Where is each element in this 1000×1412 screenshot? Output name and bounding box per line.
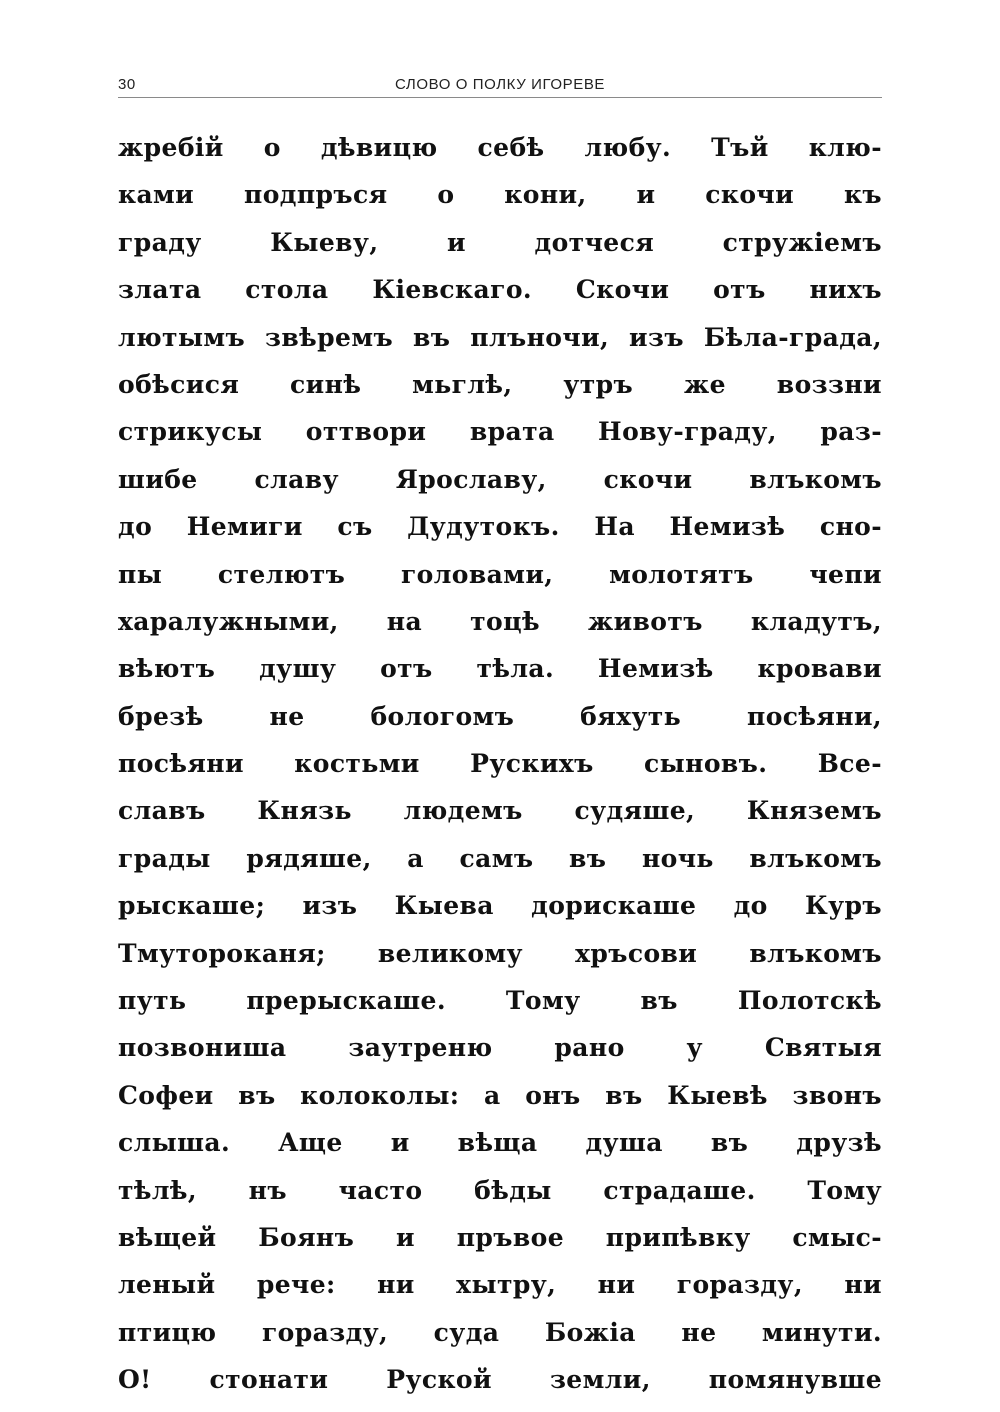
text-line: позвониша заутреню рано у Святыя — [118, 1033, 882, 1063]
text-line: Софеи въ колоколы: а онъ въ Кыевѣ звонъ — [118, 1080, 882, 1110]
text-line: вѣютъ душу отъ тѣла. Немизѣ кровави — [118, 654, 882, 684]
text-line: обѣсися синѣ мьглѣ, утръ же воззни — [118, 369, 882, 399]
text-line: посѣяни костьми Рускихъ сыновъ. Все- — [118, 749, 882, 779]
page-number: 30 — [118, 76, 136, 93]
text-line: до Немиги съ Дудутокъ. На Немизѣ сно- — [118, 512, 882, 542]
text-line: шибе славу Ярославу, скочи влъкомъ — [118, 464, 882, 494]
text-line: ками подпръся о кони, и скочи къ — [118, 180, 882, 210]
text-line: граду Кыеву, и дотчеся стружіемъ — [118, 227, 882, 257]
text-line: вѣщей Боянъ и пръвое припѣвку смыс- — [118, 1222, 882, 1252]
text-line: пы стелютъ головами, молотятъ чепи — [118, 559, 882, 589]
text-line: рыскаше; изъ Кыева дорискаше до Куръ — [118, 891, 882, 921]
text-line: Тмутороканя; великому хръсови влъкомъ — [118, 938, 882, 968]
text-line: брезѣ не бологомъ бяхуть посѣяни, — [118, 701, 882, 731]
text-line: леный рече: ни хытру, ни горазду, ни — [118, 1270, 882, 1300]
text-line: слыша. Аще и вѣща душа въ друзѣ — [118, 1128, 882, 1158]
text-line: жребій о дѣвицю себѣ любу. Тъй клю- — [118, 133, 882, 162]
running-head — [118, 74, 882, 98]
text-line: О! стонати Руской земли, помянувше — [118, 1365, 882, 1395]
text-line: стрикусы оттвори врата Нову-граду, раз- — [118, 417, 882, 447]
text-line: злата стола Кіевскаго. Скочи отъ нихъ — [118, 275, 882, 305]
text-line: грады рядяше, а самъ въ ночь влъкомъ — [118, 843, 882, 873]
header-rule — [118, 97, 882, 98]
text-line: харалужными, на тоцѣ животъ кладутъ, — [118, 606, 882, 636]
book-title: СЛОВО О ПОЛКУ ИГОРЕВЕ — [394, 76, 606, 93]
text-line: тѣлѣ, нъ часто бѣды страдаше. Тому — [118, 1175, 882, 1205]
text-line: птицю горазду, суда Божіа не минути. — [118, 1317, 882, 1347]
text-line: путь прерыскаше. Тому въ Полотскѣ — [118, 986, 882, 1016]
text-body — [118, 124, 882, 1404]
text-line: славъ Князь людемъ судяше, Княземъ — [118, 796, 882, 826]
text-line: лютымъ звѣремъ въ плъночи, изъ Бѣла-града, — [118, 322, 882, 352]
